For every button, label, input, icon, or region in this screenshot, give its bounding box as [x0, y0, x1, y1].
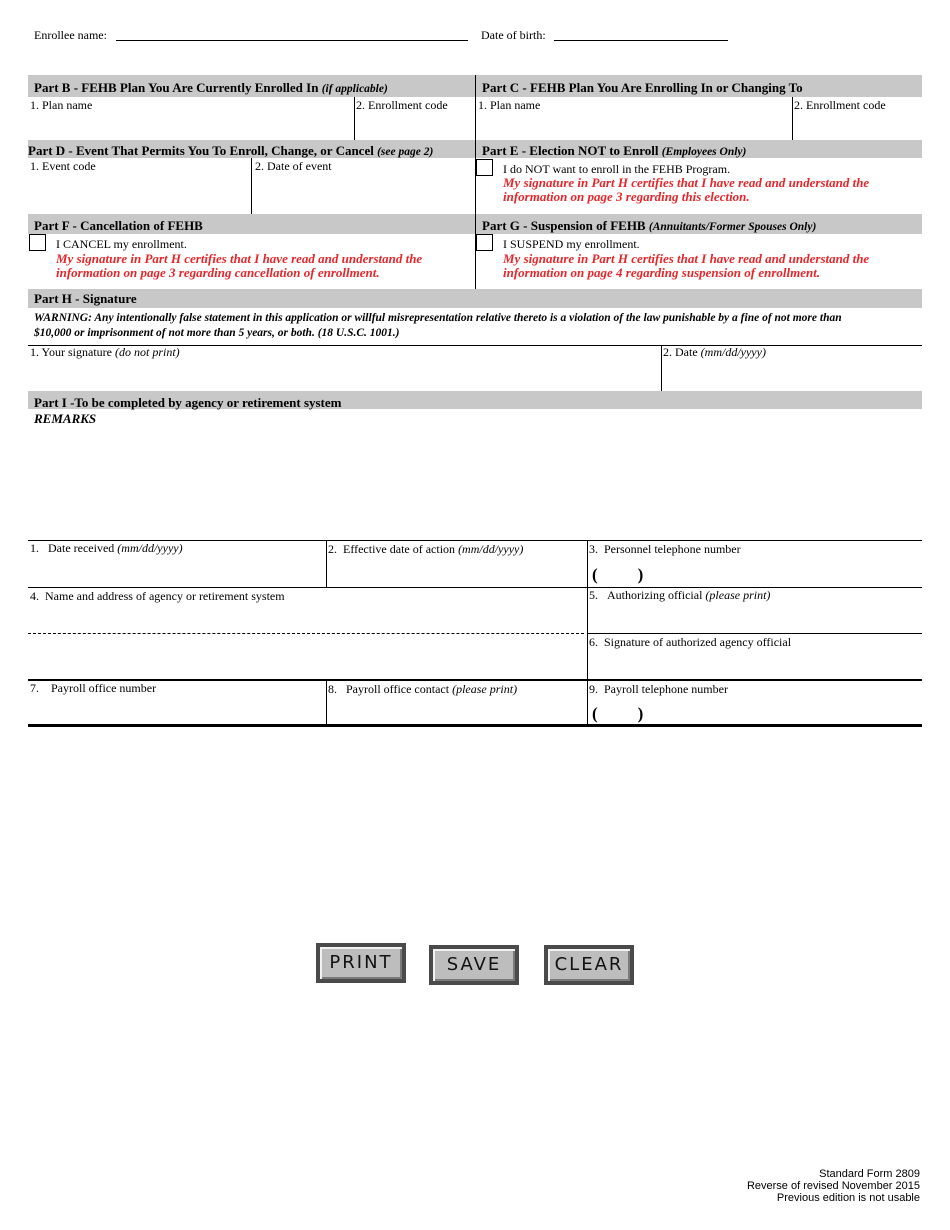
personnel-phone-label: Personnel telephone number — [604, 542, 741, 556]
signature-date-note: (mm/dd/yyyy) — [700, 345, 766, 359]
divider — [251, 158, 252, 214]
part-h-header — [28, 289, 922, 308]
divider — [28, 679, 922, 681]
authorizing-official-label: Authorizing official — [607, 588, 703, 602]
payroll-phone-area-code[interactable] — [592, 704, 643, 724]
field-number: 1. — [30, 541, 39, 555]
part-f-title: Part F - Cancellation of FEHB — [34, 218, 203, 233]
field-number: 3. — [589, 542, 598, 556]
part-e-checkbox-label: I do NOT want to enroll in the FEHB Program. — [503, 162, 731, 176]
effective-date-label: Effective date of action — [343, 542, 456, 556]
authorizing-official-field[interactable] — [589, 588, 770, 603]
agency-address-dashed-line — [28, 633, 584, 634]
dob-label: Date of birth: — [481, 28, 546, 42]
date-received-field[interactable] — [30, 541, 183, 556]
print-button[interactable]: PRINT — [316, 943, 406, 983]
personnel-phone-field[interactable] — [589, 542, 741, 557]
part-f-checkbox-label: I CANCEL my enrollment. — [56, 237, 187, 251]
part-f-certify-line1: My signature in Part H certifies that I have read and understand the — [56, 251, 423, 266]
agency-signature-label: Signature of authorized agency official — [604, 635, 792, 649]
part-f-checkbox[interactable] — [29, 234, 46, 251]
part-g-note: (Annuitants/Former Spouses Only) — [648, 221, 817, 233]
part-c-enrollment-code[interactable]: 2. Enrollment code — [794, 98, 886, 112]
warning-line1: WARNING: Any intentionally false statement in this application or willful misrepresentation relative thereto is a violation of the law punishable by a fine of not more than — [34, 312, 842, 324]
field-number: 4. — [30, 589, 39, 603]
divider — [792, 97, 793, 140]
part-e-header — [476, 140, 922, 158]
warning-line2: $10,000 or imprisonment of not more than 5 years, or both. (18 U.S.C. 1001.) — [34, 327, 400, 339]
field-number: 7. — [30, 681, 39, 695]
form-bottom-rule — [28, 724, 922, 727]
field-number: 6. — [589, 635, 598, 649]
field-number: 5. — [589, 588, 598, 602]
part-c-title: Part C - FEHB Plan You Are Enrolling In or Changing To — [482, 80, 803, 95]
part-e-certify-line2: information on page 3 regarding this election. — [503, 189, 750, 204]
part-f-header — [28, 214, 475, 234]
personnel-phone-area-code[interactable] — [592, 565, 643, 585]
save-button[interactable]: SAVE — [429, 945, 519, 985]
field-number: 2. — [328, 542, 337, 556]
part-e-note: (Employees Only) — [661, 146, 747, 158]
part-i-title: Part I -To be completed by agency or retirement system — [34, 395, 342, 410]
center-divider — [475, 75, 476, 290]
agency-address-field[interactable] — [30, 589, 285, 604]
part-e-title: Part E - Election NOT to Enroll — [482, 143, 659, 158]
part-g-checkbox-label: I SUSPEND my enrollment. — [503, 237, 640, 251]
part-c-plan-name[interactable]: 1. Plan name — [478, 98, 541, 112]
signature-date-field[interactable] — [663, 345, 766, 360]
part-g-header — [476, 214, 922, 234]
signature-note: (do not print) — [115, 345, 180, 359]
divider — [28, 587, 922, 588]
remarks-label: REMARKS — [34, 411, 97, 426]
payroll-phone-field[interactable] — [589, 682, 728, 697]
signature-date-label: 2. Date — [663, 345, 698, 359]
paren-open: ( — [592, 704, 598, 723]
payroll-contact-field[interactable] — [328, 682, 517, 697]
footer-revision: Reverse of revised November 2015 — [746, 1180, 920, 1192]
divider — [326, 540, 327, 587]
part-b-title: Part B - FEHB Plan You Are Currently Enrolled In — [34, 80, 319, 95]
form-footer — [747, 1168, 920, 1204]
part-e-checkbox[interactable] — [476, 159, 493, 176]
date-received-note: (mm/dd/yyyy) — [117, 541, 183, 555]
agency-address-label: Name and address of agency or retirement system — [45, 589, 285, 603]
payroll-office-number-label: Payroll office number — [51, 681, 157, 695]
clear-button[interactable]: CLEAR — [544, 945, 634, 985]
part-b-note: (if applicable) — [321, 83, 388, 95]
payroll-contact-note: (please print) — [452, 682, 518, 696]
part-g-certify-line1: My signature in Part H certifies that I have read and understand the — [503, 251, 870, 266]
paren-close: ) — [637, 704, 644, 723]
part-b-header — [28, 75, 475, 97]
part-g-checkbox[interactable] — [476, 234, 493, 251]
part-d-note: (see page 2) — [377, 146, 434, 158]
part-h-title: Part H - Signature — [34, 291, 137, 306]
signature-field[interactable] — [30, 345, 180, 360]
footer-form-number: Standard Form 2809 — [819, 1168, 920, 1180]
payroll-contact-label: Payroll office contact — [346, 682, 450, 696]
part-d-title: Part D - Event That Permits You To Enroll, Change, or Cancel — [28, 143, 374, 158]
part-d-event-code[interactable]: 1. Event code — [30, 159, 96, 173]
effective-date-note: (mm/dd/yyyy) — [458, 542, 524, 556]
part-i-header — [28, 391, 922, 409]
enrollee-name-label: Enrollee name: — [34, 28, 107, 42]
footer-edition-note: Previous edition is not usable — [776, 1192, 920, 1204]
paren-open: ( — [592, 565, 598, 584]
signature-label: 1. Your signature — [30, 345, 113, 359]
payroll-phone-label: Payroll telephone number — [604, 682, 728, 696]
agency-signature-field[interactable] — [589, 635, 791, 650]
field-number: 8. — [328, 682, 337, 696]
divider — [661, 345, 662, 391]
part-h-warning — [34, 311, 842, 341]
payroll-office-number-field[interactable] — [30, 681, 156, 696]
divider — [326, 680, 327, 725]
part-b-enrollment-code[interactable]: 2. Enrollment code — [356, 98, 448, 112]
date-received-label: Date received — [48, 541, 115, 555]
part-b-plan-name[interactable]: 1. Plan name — [30, 98, 93, 112]
part-f-certify-line2: information on page 3 regarding cancellation of enrollment. — [56, 265, 380, 280]
part-d-date-of-event[interactable]: 2. Date of event — [255, 159, 332, 173]
part-g-title: Part G - Suspension of FEHB — [482, 218, 646, 233]
authorizing-official-note: (please print) — [705, 588, 771, 602]
part-g-certify-line2: information on page 4 regarding suspension of enrollment. — [503, 265, 821, 280]
dob-input[interactable] — [554, 40, 728, 41]
part-c-header — [476, 75, 922, 97]
paren-close: ) — [637, 565, 644, 584]
part-d-header — [28, 140, 475, 158]
enrollee-name-input[interactable] — [116, 40, 468, 41]
divider — [587, 633, 922, 634]
part-e-certify-line1: My signature in Part H certifies that I have read and understand the — [503, 175, 870, 190]
divider — [354, 97, 355, 140]
effective-date-field[interactable] — [328, 542, 523, 557]
field-number: 9. — [589, 682, 598, 696]
